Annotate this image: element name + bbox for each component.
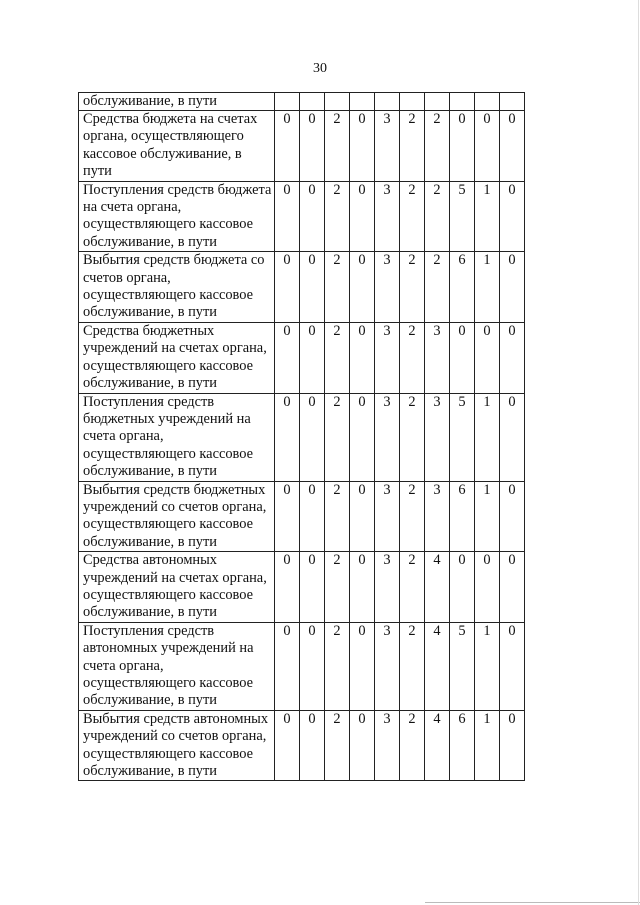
code-digit: 0 [475, 111, 500, 182]
empty-code-cell [300, 93, 325, 111]
code-digit: 0 [275, 622, 300, 710]
table-row [79, 181, 525, 252]
code-digit: 2 [400, 481, 425, 552]
code-digit: 2 [400, 622, 425, 710]
code-digit: 0 [350, 710, 375, 781]
code-digit: 2 [400, 710, 425, 781]
code-digit: 0 [275, 181, 300, 252]
code-digit: 0 [450, 111, 475, 182]
code-digit: 3 [375, 111, 400, 182]
empty-code-cell [475, 93, 500, 111]
code-digit: 0 [500, 252, 525, 323]
code-digit: 2 [425, 111, 450, 182]
scan-edge-line [425, 902, 640, 903]
code-digit: 5 [450, 622, 475, 710]
code-digit: 0 [300, 181, 325, 252]
code-digit: 0 [300, 393, 325, 481]
code-digit: 0 [500, 481, 525, 552]
page-number: 30 [313, 61, 327, 76]
code-digit: 0 [300, 111, 325, 182]
code-digit: 0 [350, 111, 375, 182]
row-label: Средства бюджета на счетах органа, осуществляющего кассовое обслуживание, в пути [79, 111, 275, 182]
table-row [79, 552, 525, 623]
code-digit: 2 [400, 111, 425, 182]
empty-code-cell [425, 93, 450, 111]
empty-code-cell [400, 93, 425, 111]
empty-code-cell [500, 93, 525, 111]
code-digit: 0 [275, 552, 300, 623]
code-digit: 2 [425, 181, 450, 252]
code-digit: 2 [325, 481, 350, 552]
code-digit: 2 [325, 181, 350, 252]
code-digit: 0 [275, 111, 300, 182]
code-digit: 0 [275, 393, 300, 481]
code-digit: 5 [450, 393, 475, 481]
code-digit: 3 [425, 393, 450, 481]
row-label: Поступления средств бюджетных учреждений на счета органа, осуществляющего кассовое обслуживание, в пути [79, 393, 275, 481]
code-digit: 0 [300, 710, 325, 781]
continuation-label: обслуживание, в пути [79, 93, 275, 111]
code-digit: 6 [450, 481, 475, 552]
code-digit: 0 [475, 322, 500, 393]
code-digit: 2 [325, 393, 350, 481]
code-digit: 1 [475, 393, 500, 481]
code-digit: 3 [375, 322, 400, 393]
code-digit: 0 [475, 552, 500, 623]
code-digit: 3 [375, 252, 400, 323]
code-digit: 0 [300, 622, 325, 710]
code-digit: 0 [300, 322, 325, 393]
code-digit: 0 [500, 710, 525, 781]
code-digit: 3 [425, 481, 450, 552]
code-digit: 2 [325, 252, 350, 323]
code-digit: 0 [350, 322, 375, 393]
table-row [79, 622, 525, 710]
code-digit: 0 [275, 481, 300, 552]
code-digit: 0 [275, 252, 300, 323]
code-digit: 2 [325, 710, 350, 781]
code-digit: 0 [350, 181, 375, 252]
code-digit: 5 [450, 181, 475, 252]
code-digit: 2 [400, 393, 425, 481]
code-digit: 4 [425, 552, 450, 623]
code-digit: 1 [475, 181, 500, 252]
row-label: Средства автономных учреждений на счетах органа, осуществляющего кассовое обслуживание, в пути [79, 552, 275, 623]
code-digit: 6 [450, 710, 475, 781]
code-digit: 0 [275, 710, 300, 781]
code-digit: 0 [500, 393, 525, 481]
code-digit: 4 [425, 622, 450, 710]
table-row [79, 111, 525, 182]
code-digit: 0 [500, 552, 525, 623]
code-digit: 2 [425, 252, 450, 323]
account-code-table [78, 92, 525, 781]
table-row [79, 481, 525, 552]
code-digit: 3 [375, 481, 400, 552]
code-digit: 0 [500, 111, 525, 182]
code-digit: 2 [325, 322, 350, 393]
code-digit: 0 [450, 552, 475, 623]
code-digit: 0 [350, 481, 375, 552]
code-digit: 4 [425, 710, 450, 781]
empty-code-cell [350, 93, 375, 111]
table-row [79, 710, 525, 781]
code-digit: 2 [325, 111, 350, 182]
row-label: Средства бюджетных учреждений на счетах органа, осуществляющего кассовое обслуживание, в пути [79, 322, 275, 393]
scan-edge-line [638, 0, 639, 905]
code-digit: 0 [300, 481, 325, 552]
table-row [79, 322, 525, 393]
code-digit: 0 [275, 322, 300, 393]
code-digit: 1 [475, 710, 500, 781]
code-digit: 0 [500, 181, 525, 252]
code-digit: 0 [350, 252, 375, 323]
code-digit: 1 [475, 252, 500, 323]
code-digit: 1 [475, 622, 500, 710]
continuation-row [79, 93, 525, 111]
code-digit: 0 [500, 322, 525, 393]
code-digit: 0 [350, 622, 375, 710]
code-digit: 6 [450, 252, 475, 323]
row-label: Поступления средств автономных учреждений на счета органа, осуществляющего кассовое обслуживание, в пути [79, 622, 275, 710]
table-body [79, 93, 525, 781]
row-label: Выбытия средств бюджета со счетов органа, осуществляющего кассовое обслуживание, в пути [79, 252, 275, 323]
row-label: Выбытия средств бюджетных учреждений со счетов органа, осуществляющего кассовое обслуживание, в пути [79, 481, 275, 552]
code-digit: 0 [500, 622, 525, 710]
table-row [79, 393, 525, 481]
code-digit: 1 [475, 481, 500, 552]
code-digit: 0 [350, 552, 375, 623]
code-digit: 3 [375, 181, 400, 252]
code-digit: 3 [375, 622, 400, 710]
table-row [79, 252, 525, 323]
code-digit: 3 [375, 710, 400, 781]
code-digit: 3 [375, 552, 400, 623]
code-digit: 2 [400, 252, 425, 323]
code-digit: 2 [400, 552, 425, 623]
row-label: Выбытия средств автономных учреждений со счетов органа, осуществляющего кассовое обслуживание, в пути [79, 710, 275, 781]
empty-code-cell [325, 93, 350, 111]
code-digit: 2 [325, 552, 350, 623]
code-digit: 0 [300, 552, 325, 623]
code-digit: 3 [425, 322, 450, 393]
code-digit: 2 [400, 322, 425, 393]
empty-code-cell [275, 93, 300, 111]
code-digit: 3 [375, 393, 400, 481]
empty-code-cell [450, 93, 475, 111]
code-digit: 2 [325, 622, 350, 710]
code-digit: 0 [350, 393, 375, 481]
code-digit: 0 [450, 322, 475, 393]
code-digit: 0 [300, 252, 325, 323]
empty-code-cell [375, 93, 400, 111]
row-label: Поступления средств бюджета на счета органа, осуществляющего кассовое обслуживание, в пути [79, 181, 275, 252]
code-digit: 2 [400, 181, 425, 252]
